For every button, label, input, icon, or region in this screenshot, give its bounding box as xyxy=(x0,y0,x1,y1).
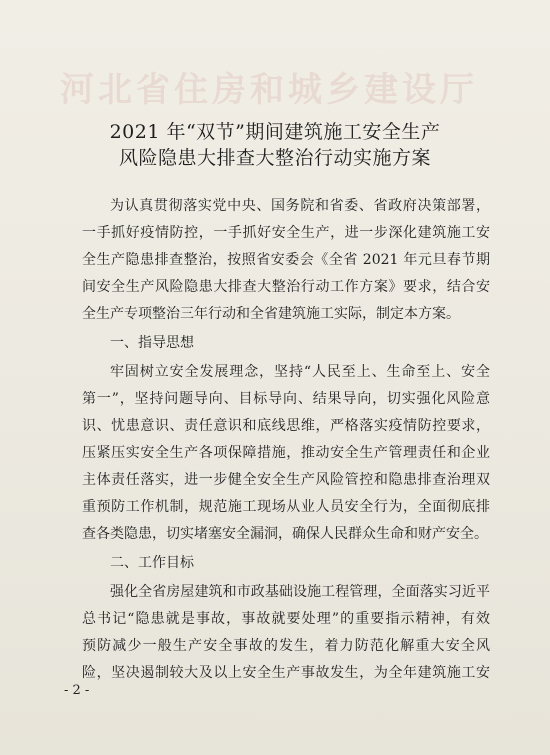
intro-line: 间安全生产风险隐患大排查大整治行动工作方案》要求，结合安 xyxy=(82,279,490,295)
paragraph-line: 第一”，坚持问题导向、目标导向、结果导向，切实强化风险意 xyxy=(82,391,490,407)
paragraph-line: 识、忧患意识、责任意识和底线思维，严格落实疫情防控要求， xyxy=(82,418,490,434)
document-body xyxy=(82,193,490,687)
paragraph-line: 压紧压实安全生产各项保障措施，推动安全生产管理责任和企业 xyxy=(82,445,490,461)
intro-line: 全生产专项整治三年行动和全省建筑施工实际，制定本方案。 xyxy=(82,306,460,322)
paragraph-line: 重预防工作机制，规范施工现场从业人员安全行为，全面彻底排 xyxy=(82,499,490,515)
intro-line: 全生产隐患排查整治，按照省安委会《全省 2021 年元旦春节期 xyxy=(82,252,490,268)
paragraph-line: 总书记“隐患就是事故，事故就要处理”的重要指示精神，有效 xyxy=(82,611,490,627)
intro-line: 为认真贯彻落实党中央、国务院和省委、省政府决策部署， xyxy=(110,198,490,214)
paragraph-line: 查各类隐患，切实堵塞安全漏洞，确保人民群众生命和财产安全。 xyxy=(82,526,488,542)
paragraph-line: 预防减少一般生产安全事故的发生，着力防范化解重大安全风 xyxy=(82,638,490,654)
title-line-1: 2021 年“双节”期间建筑施工安全生产 xyxy=(109,121,441,143)
title-line-2: 风险隐患大排查大整治行动实施方案 xyxy=(118,147,431,169)
letterhead-bleed-through: 河北省住房和城乡建设厅 xyxy=(60,70,478,110)
paragraph-line: 牢固树立安全发展理念，坚持“人民至上、生命至上、安全 xyxy=(110,364,490,380)
intro-line: 一手抓好疫情防控，一手抓好安全生产，进一步深化建筑施工安 xyxy=(82,225,490,241)
section-heading-guiding-ideology: 一、指导思想 xyxy=(110,335,194,351)
paragraph-line: 主体责任落实，进一步健全安全生产风险管控和隐患排查治理双 xyxy=(82,472,490,488)
paragraph-line: 险，坚决遏制较大及以上安全生产事故发生，为全年建筑施工安 xyxy=(82,665,490,681)
paragraph-line: 强化全省房屋建筑和市政基础设施工程管理，全面落实习近平 xyxy=(110,584,490,600)
page-number: - 2 - xyxy=(64,683,90,698)
section-heading-work-goals: 二、工作目标 xyxy=(110,555,194,571)
